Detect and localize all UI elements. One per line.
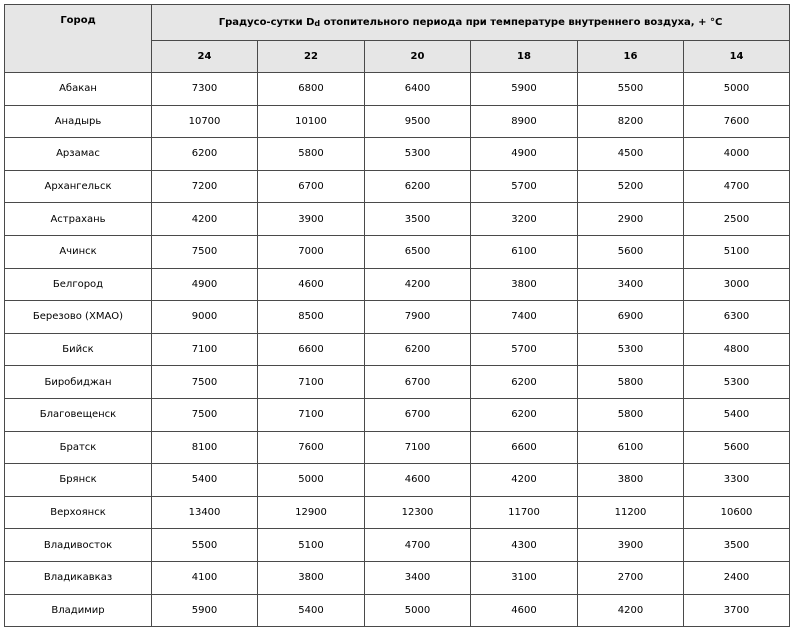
- degree-days-value-cell: 5000: [684, 73, 790, 106]
- degree-days-value-cell: 7100: [152, 333, 258, 366]
- city-column-header: Город: [5, 5, 152, 73]
- degree-days-value-cell: 5900: [152, 594, 258, 627]
- degree-days-value-cell: 5600: [578, 235, 684, 268]
- degree-days-value-cell: 6200: [152, 138, 258, 171]
- degree-days-value-cell: 6700: [365, 366, 471, 399]
- degree-days-value-cell: 6700: [258, 170, 365, 203]
- degree-days-value-cell: 5300: [578, 333, 684, 366]
- degree-days-value-cell: 3900: [258, 203, 365, 236]
- temperature-header-cell: 18: [471, 41, 578, 73]
- degree-days-value-cell: 5000: [258, 464, 365, 497]
- degree-days-value-cell: 3800: [578, 464, 684, 497]
- degree-days-value-cell: 4900: [152, 268, 258, 301]
- table-row: [5, 398, 790, 431]
- degree-days-value-cell: 3400: [365, 561, 471, 594]
- temperature-header-cell: 16: [578, 41, 684, 73]
- degree-days-value-cell: 6400: [365, 73, 471, 106]
- city-cell: Владикавказ: [5, 561, 152, 594]
- degree-days-value-cell: 7400: [471, 301, 578, 334]
- temperature-header-cell: 22: [258, 41, 365, 73]
- degree-days-value-cell: 4700: [365, 529, 471, 562]
- degree-days-value-cell: 8500: [258, 301, 365, 334]
- table-row: [5, 431, 790, 464]
- degree-header-text: Градусо-сутки D: [218, 17, 315, 28]
- degree-days-value-cell: 6200: [365, 333, 471, 366]
- table-row: [5, 301, 790, 334]
- degree-days-value-cell: 4700: [684, 170, 790, 203]
- table-row: [5, 235, 790, 268]
- degree-days-value-cell: 6800: [258, 73, 365, 106]
- degree-days-value-cell: 9000: [152, 301, 258, 334]
- degree-days-value-cell: 6200: [365, 170, 471, 203]
- degree-days-value-cell: 4600: [365, 464, 471, 497]
- degree-days-group-header: [152, 5, 790, 41]
- degree-days-value-cell: 7200: [152, 170, 258, 203]
- table-row: [5, 464, 790, 497]
- degree-days-value-cell: 8900: [471, 105, 578, 138]
- city-cell: Биробиджан: [5, 366, 152, 399]
- degree-days-value-cell: 7900: [365, 301, 471, 334]
- degree-days-value-cell: 6300: [684, 301, 790, 334]
- city-cell: Ачинск: [5, 235, 152, 268]
- table-header: [5, 5, 790, 73]
- degree-days-value-cell: 7500: [152, 398, 258, 431]
- degree-days-value-cell: 6700: [365, 398, 471, 431]
- degree-days-value-cell: 5800: [578, 398, 684, 431]
- degree-days-value-cell: 7100: [258, 398, 365, 431]
- degree-days-value-cell: 6200: [471, 366, 578, 399]
- degree-days-value-cell: 4800: [684, 333, 790, 366]
- degree-days-value-cell: 7100: [365, 431, 471, 464]
- degree-days-value-cell: 5400: [684, 398, 790, 431]
- temperature-header-cell: 20: [365, 41, 471, 73]
- degree-days-value-cell: 5200: [578, 170, 684, 203]
- degree-days-value-cell: 6600: [471, 431, 578, 464]
- degree-days-value-cell: 2700: [578, 561, 684, 594]
- degree-days-value-cell: 5300: [684, 366, 790, 399]
- degree-days-table: [4, 4, 790, 627]
- degree-days-value-cell: 2500: [684, 203, 790, 236]
- city-cell: Абакан: [5, 73, 152, 106]
- degree-days-value-cell: 12300: [365, 496, 471, 529]
- city-cell: Астрахань: [5, 203, 152, 236]
- table-row: [5, 594, 790, 627]
- degree-days-value-cell: 5100: [258, 529, 365, 562]
- degree-days-value-cell: 6200: [471, 398, 578, 431]
- table-row: [5, 105, 790, 138]
- temperature-header-cell: 14: [684, 41, 790, 73]
- degree-days-value-cell: 8200: [578, 105, 684, 138]
- degree-days-value-cell: 5400: [258, 594, 365, 627]
- table-row: [5, 496, 790, 529]
- degree-days-value-cell: 11200: [578, 496, 684, 529]
- degree-days-value-cell: 7600: [258, 431, 365, 464]
- city-cell: Арзамас: [5, 138, 152, 171]
- degree-days-value-cell: 7500: [152, 366, 258, 399]
- degree-days-value-cell: 5400: [152, 464, 258, 497]
- degree-days-value-cell: 8100: [152, 431, 258, 464]
- degree-days-value-cell: 3400: [578, 268, 684, 301]
- degree-days-value-cell: 6900: [578, 301, 684, 334]
- table-row: [5, 333, 790, 366]
- degree-days-value-cell: 10100: [258, 105, 365, 138]
- degree-days-value-cell: 3700: [684, 594, 790, 627]
- degree-days-value-cell: 5500: [578, 73, 684, 106]
- degree-days-value-cell: 7100: [258, 366, 365, 399]
- degree-days-value-cell: 3500: [365, 203, 471, 236]
- city-cell: Брянск: [5, 464, 152, 497]
- city-cell: Владивосток: [5, 529, 152, 562]
- degree-days-value-cell: 5500: [152, 529, 258, 562]
- table-row: [5, 138, 790, 171]
- degree-days-value-cell: 11700: [471, 496, 578, 529]
- temperature-header-cell: 24: [152, 41, 258, 73]
- degree-days-value-cell: 3000: [684, 268, 790, 301]
- degree-days-value-cell: 3500: [684, 529, 790, 562]
- degree-days-value-cell: 7000: [258, 235, 365, 268]
- degree-days-value-cell: 2900: [578, 203, 684, 236]
- table-row: [5, 561, 790, 594]
- degree-days-value-cell: 9500: [365, 105, 471, 138]
- degree-days-value-cell: 5900: [471, 73, 578, 106]
- degree-days-value-cell: 3800: [471, 268, 578, 301]
- degree-days-value-cell: 3200: [471, 203, 578, 236]
- degree-days-value-cell: 10700: [152, 105, 258, 138]
- city-cell: Владимир: [5, 594, 152, 627]
- degree-days-value-cell: 6500: [365, 235, 471, 268]
- table-row: [5, 203, 790, 236]
- degree-days-value-cell: 7300: [152, 73, 258, 106]
- degree-days-value-cell: 5700: [471, 333, 578, 366]
- degree-days-value-cell: 4600: [258, 268, 365, 301]
- degree-days-value-cell: 4500: [578, 138, 684, 171]
- degree-days-value-cell: 3900: [578, 529, 684, 562]
- degree-header-text-rest: отопительного периода при температуре внутреннего воздуха, + °С: [320, 17, 723, 28]
- degree-days-value-cell: 4200: [471, 464, 578, 497]
- city-cell: Бийск: [5, 333, 152, 366]
- degree-days-value-cell: 5700: [471, 170, 578, 203]
- degree-days-value-cell: 4200: [152, 203, 258, 236]
- degree-days-value-cell: 2400: [684, 561, 790, 594]
- degree-days-value-cell: 5800: [258, 138, 365, 171]
- table-row: [5, 529, 790, 562]
- degree-days-value-cell: 5300: [365, 138, 471, 171]
- table-body: [5, 73, 790, 627]
- table-row: [5, 73, 790, 106]
- degree-days-value-cell: 4200: [365, 268, 471, 301]
- degree-days-value-cell: 6100: [471, 235, 578, 268]
- city-cell: Благовещенск: [5, 398, 152, 431]
- table-row: [5, 170, 790, 203]
- degree-days-value-cell: 5800: [578, 366, 684, 399]
- degree-days-value-cell: 5100: [684, 235, 790, 268]
- degree-days-value-cell: 3800: [258, 561, 365, 594]
- degree-days-value-cell: 6600: [258, 333, 365, 366]
- degree-days-value-cell: 6100: [578, 431, 684, 464]
- degree-days-value-cell: 4300: [471, 529, 578, 562]
- degree-days-value-cell: 5000: [365, 594, 471, 627]
- degree-days-value-cell: 4900: [471, 138, 578, 171]
- degree-days-value-cell: 7500: [152, 235, 258, 268]
- city-cell: Братск: [5, 431, 152, 464]
- degree-days-value-cell: 10600: [684, 496, 790, 529]
- city-cell: Белгород: [5, 268, 152, 301]
- degree-days-value-cell: 13400: [152, 496, 258, 529]
- city-cell: Березово (ХМАО): [5, 301, 152, 334]
- degree-days-value-cell: 4600: [471, 594, 578, 627]
- city-cell: Анадырь: [5, 105, 152, 138]
- degree-days-value-cell: 4200: [578, 594, 684, 627]
- degree-days-value-cell: 3100: [471, 561, 578, 594]
- degree-header-subscript: d: [314, 19, 321, 28]
- degree-days-value-cell: 4100: [152, 561, 258, 594]
- degree-days-value-cell: 3300: [684, 464, 790, 497]
- degree-days-value-cell: 12900: [258, 496, 365, 529]
- table-row: [5, 268, 790, 301]
- table-row: [5, 366, 790, 399]
- degree-days-value-cell: 4000: [684, 138, 790, 171]
- degree-days-value-cell: 5600: [684, 431, 790, 464]
- city-cell: Архангельск: [5, 170, 152, 203]
- degree-days-value-cell: 7600: [684, 105, 790, 138]
- city-cell: Верхоянск: [5, 496, 152, 529]
